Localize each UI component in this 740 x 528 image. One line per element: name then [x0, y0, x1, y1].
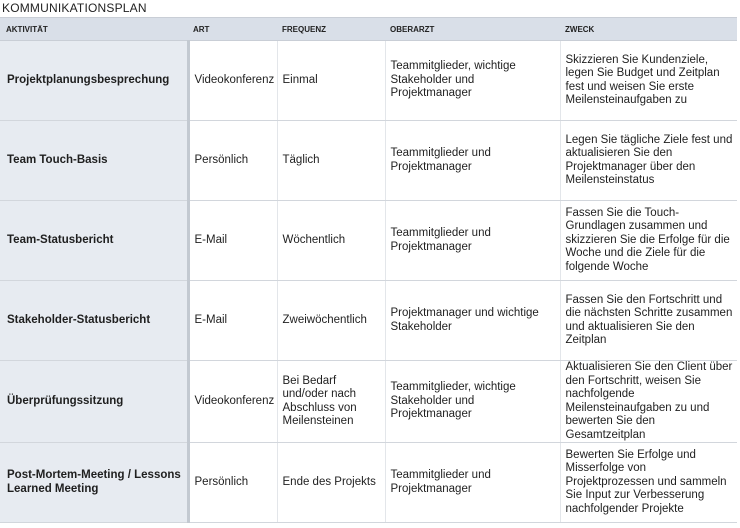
frequency-cell: Bei Bedarf und/oder nach Abschluss von Meilensteinen	[277, 361, 385, 443]
table-row	[0, 281, 737, 361]
frequency-cell: Wöchentlich	[277, 201, 385, 281]
owner-cell: Teammitglieder und Projektmanager	[385, 201, 560, 281]
owner-cell: Teammitglieder und Projektmanager	[385, 121, 560, 201]
type-cell: Videokonferenz	[188, 41, 277, 121]
table-row	[0, 443, 737, 523]
frequency-cell: Täglich	[277, 121, 385, 201]
column-header-type: ART	[188, 18, 277, 41]
table-header-row	[0, 18, 737, 41]
purpose-cell: Fassen Sie den Fortschritt und die nächsten Schritte zusammen und aktualisieren Sie den Zeitplan	[560, 281, 737, 361]
type-cell: Persönlich	[188, 443, 277, 523]
communication-plan-table	[0, 17, 737, 523]
page-title: KOMMUNIKATIONSPLAN	[2, 1, 147, 15]
type-cell: Videokonferenz	[188, 361, 277, 443]
purpose-cell: Fassen Sie die Touch-Grundlagen zusammen und skizzieren Sie die Erfolge für die Woche und die Ziele für die folgende Woche	[560, 201, 737, 281]
frequency-cell: Zweiwöchentlich	[277, 281, 385, 361]
purpose-cell: Aktualisieren Sie den Client über den Fortschritt, weisen Sie nachfolgende Meilensteinaufgaben zu und bewerten Sie den Gesamtzeitplan	[560, 361, 737, 443]
owner-cell: Projektmanager und wichtige Stakeholder	[385, 281, 560, 361]
activity-cell: Team-Statusbericht	[0, 201, 188, 281]
activity-cell: Post-Mortem-Meeting / Lessons Learned Meeting	[0, 443, 188, 523]
activity-cell: Projektplanungsbesprechung	[0, 41, 188, 121]
column-header-owner: OBERARZT	[385, 18, 560, 41]
owner-cell: Teammitglieder und Projektmanager	[385, 443, 560, 523]
table-row	[0, 201, 737, 281]
activity-cell: Überprüfungssitzung	[0, 361, 188, 443]
owner-cell: Teammitglieder, wichtige Stakeholder und Projektmanager	[385, 361, 560, 443]
activity-cell: Team Touch-Basis	[0, 121, 188, 201]
column-header-frequency: FREQUENZ	[277, 18, 385, 41]
purpose-cell: Skizzieren Sie Kundenziele, legen Sie Budget und Zeitplan fest und weisen Sie erste Meilensteinaufgaben zu	[560, 41, 737, 121]
type-cell: Persönlich	[188, 121, 277, 201]
frequency-cell: Ende des Projekts	[277, 443, 385, 523]
purpose-cell: Legen Sie tägliche Ziele fest und aktualisieren Sie den Projektmanager über den Meilensteinstatus	[560, 121, 737, 201]
column-header-purpose: ZWECK	[560, 18, 737, 41]
type-cell: E-Mail	[188, 201, 277, 281]
owner-cell: Teammitglieder, wichtige Stakeholder und Projektmanager	[385, 41, 560, 121]
type-cell: E-Mail	[188, 281, 277, 361]
activity-cell: Stakeholder-Statusbericht	[0, 281, 188, 361]
column-header-activity: AKTIVITÄT	[0, 18, 188, 41]
frequency-cell: Einmal	[277, 41, 385, 121]
table-row	[0, 121, 737, 201]
table-row	[0, 361, 737, 443]
table-row	[0, 41, 737, 121]
purpose-cell: Bewerten Sie Erfolge und Misserfolge von Projektprozessen und sammeln Sie Input zur Verbesserung nachfolgender Projekte	[560, 443, 737, 523]
